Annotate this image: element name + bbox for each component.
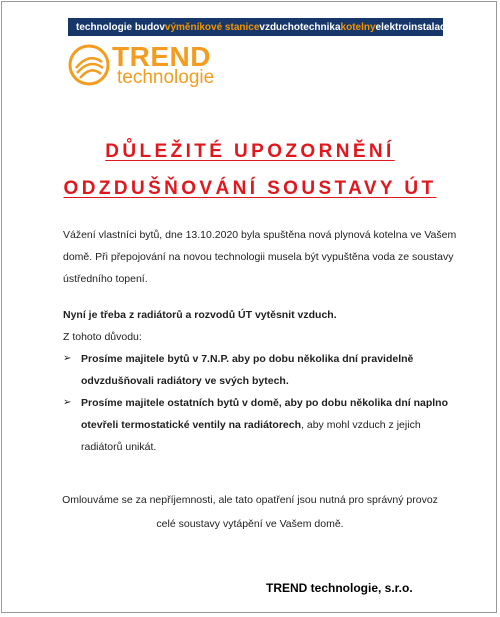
closing-line-2: celé soustavy vytápění ve Vašem domě. — [156, 518, 344, 530]
service-exchanger-stations: výměníkové stanice — [164, 21, 260, 33]
heading-important-notice: DŮLEŽITÉ UPOZORNĚNÍ — [105, 141, 395, 162]
bullet-text: , aby mohl vzduch z jejich radiátorů unikát. — [81, 419, 421, 453]
arrow-bullet-icon: ➢ — [63, 397, 72, 408]
service-ventilation: vzduchotechnika — [259, 21, 341, 33]
service-building-tech: technologie budov — [76, 21, 165, 33]
logo-brand: TREND — [112, 41, 211, 72]
reason-label: Z tohoto důvodu: — [63, 331, 142, 343]
trend-swirl-icon — [68, 44, 110, 86]
intro-paragraph: Vážení vlastníci bytů, dne 13.10.2020 byla spuštěna nová plynová kotelna ve Vašem domě. Při přepojování na novou technologii musela být vypuštěna voda ze soustavy ústředního topení. — [63, 229, 457, 285]
bullet-text-bold: Prosíme majitele ostatních bytů v domě, aby po dobu několika dní naplno otevřeli termostatické ventily na radiátorech — [81, 397, 448, 431]
notice-body — [63, 224, 463, 458]
trend-logo — [68, 41, 238, 88]
notice-page — [1, 1, 497, 613]
instruction-list — [63, 348, 463, 458]
list-item — [63, 348, 463, 392]
service-electrical: elektroinstalace — [375, 21, 452, 33]
logo-subtitle: technologie — [117, 67, 215, 88]
closing-statement — [2, 488, 498, 536]
service-boiler-rooms: kotelny — [340, 21, 376, 33]
closing-line-1: Omlouváme se za nepříjemnosti, ale tato opatření jsou nutná pro správný provoz — [62, 494, 438, 506]
company-services-bar — [68, 18, 452, 36]
notice-paragraph: Nyní je třeba z radiátorů a rozvodů ÚT vytěsnit vzduch. — [63, 309, 337, 321]
arrow-bullet-icon: ➢ — [63, 353, 72, 364]
list-item — [63, 392, 463, 458]
company-signature: TREND technologie, s.r.o. — [266, 581, 413, 595]
bullet-text-bold: Prosíme majitele bytů v 7.N.P. aby po dobu několika dní pravidelně odvzdušňovali radiátory ve svých bytech. — [81, 353, 414, 387]
heading-bleeding-system: ODZDUŠŇOVÁNÍ SOUSTAVY ÚT — [63, 178, 437, 199]
